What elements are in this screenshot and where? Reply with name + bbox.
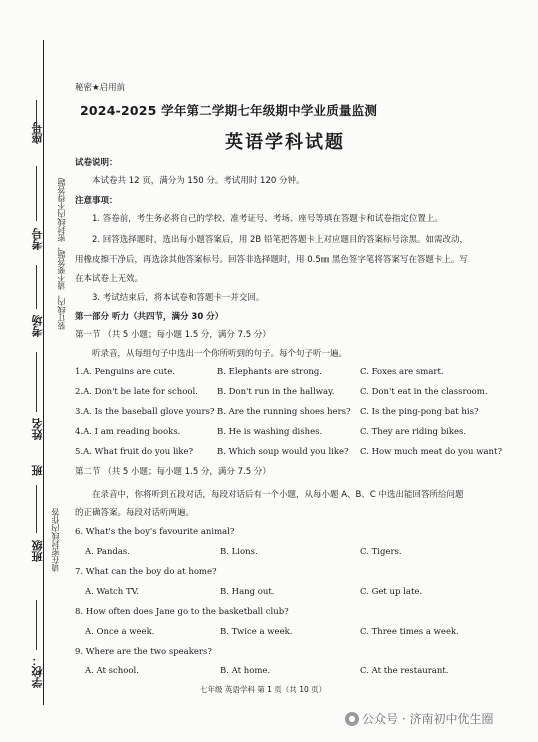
- section1-heading: 第一节 （共 5 小题；每小题 1.5 分，满分 7.5 分）: [75, 330, 271, 340]
- q6-option-a: A. Pandas.: [85, 547, 130, 557]
- notes-label: 注意事项：: [75, 196, 118, 206]
- seal-notice: 装订线内，请不要答题，密封线内不得答题: [57, 178, 66, 330]
- q5-option-b: B. Which soup would you like?: [217, 447, 349, 457]
- seal-marks: 请在密封线内作答: [51, 508, 60, 572]
- q6-option-b: B. Lions.: [220, 547, 258, 557]
- q1-option-b: B. Elephants are strong.: [217, 367, 322, 377]
- q8-option-c: C. Three times a week.: [360, 627, 459, 637]
- seat-no-label: 座号: [31, 122, 44, 144]
- q3: 3.A. Is the baseball glove yours?: [75, 407, 215, 417]
- q7: 7. What can the boy do at home?: [75, 567, 217, 577]
- exam-no-underline: [36, 166, 37, 221]
- q8-option-b: B. Twice a week.: [220, 627, 293, 637]
- instructions-text: 本试卷共 12 页，满分为 150 分。考试用时 120 分钟。: [92, 176, 305, 186]
- exam-room-label: 考场: [31, 315, 44, 337]
- part1-heading: 第一部分 听力（共四节，满分 30 分）: [75, 312, 224, 322]
- secret-label: 秘密★启用前: [75, 83, 126, 93]
- q8-option-a: A. Once a week.: [85, 627, 155, 637]
- note-3: 3. 考试结束后，将本试卷和答题卡一并交回。: [92, 293, 265, 303]
- q8: 8. How often does Jane go to the basketball club?: [75, 607, 289, 617]
- q3-option-b: B. Are the running shoes hers?: [217, 407, 351, 417]
- q2: 2.A. Don't be late for school.: [75, 387, 198, 397]
- q2-option-c: C. Don't eat in the classroom.: [360, 387, 488, 397]
- note-2b: 用橡皮擦干净后，再选涂其他答案标号。回答非选择题时，用 0.5㎜ 黑色签字笔将答案写在答题卡上。写: [75, 255, 468, 265]
- page-footer: 七年级 英语学科 第 1 页（共 10 页）: [200, 685, 327, 694]
- watermark-text: 公众号 · 济南初中优生圈: [362, 712, 494, 726]
- q5: 5.A. What fruit do you like?: [75, 447, 194, 457]
- q7-option-c: C. Get up late.: [360, 587, 423, 597]
- q1: 1.A. Penguins are cute.: [75, 367, 175, 377]
- seat-no-underline: [36, 100, 37, 138]
- q9: 9. Where are the two speakers?: [75, 647, 212, 657]
- subject-title: 英语学科试题: [225, 132, 345, 153]
- exam-title: 2024-2025 学年第二学期七年级期中学业质量监测: [80, 103, 378, 118]
- q9-option-a: A. At school.: [85, 666, 139, 676]
- class-label: 班: [31, 465, 44, 476]
- q6: 6. What's the boy's favourite animal?: [75, 527, 235, 537]
- watermark: [345, 710, 493, 727]
- q4: 4.A. I am reading books.: [75, 427, 181, 437]
- binding-strip: [0, 0, 66, 742]
- note-2a: 2. 回答选择题时，选出每小题答案后，用 2B 铅笔把答题卡上对应题目的答案标号涂黑。如需改动，: [92, 235, 468, 245]
- wechat-icon: ●: [345, 712, 359, 726]
- q7-option-b: B. Hang out.: [220, 587, 275, 597]
- section2-desc-a: 在录音中，你将听到五段对话，每段对话后有一个小题，从每小题 A、B、C 中选出能回答所给问题: [92, 490, 464, 500]
- section2-heading: 第二节 （共 5 小题；每小题 1.5 分，满分 7.5 分）: [75, 467, 271, 477]
- q1-option-c: C. Foxes are smart.: [360, 367, 444, 377]
- note-1: 1. 答卷前，考生务必将自己的学校、准考证号、考场、座号等填在答题卡和试卷指定位置上。: [92, 214, 443, 224]
- q7-option-a: A. Watch TV.: [85, 587, 139, 597]
- school-underline: [36, 600, 37, 650]
- q6-option-c: C. Tigers.: [360, 547, 402, 557]
- q4-option-c: C. They are riding bikes.: [360, 427, 467, 437]
- q9-option-b: B. At home.: [220, 666, 271, 676]
- note-2c: 在本试卷上无效。: [75, 274, 144, 284]
- exam-room-underline: [36, 265, 37, 309]
- exam-no-label: 考号: [31, 228, 44, 250]
- class-label-2: 班级: [31, 540, 44, 562]
- name-label: 姓名: [31, 418, 44, 440]
- section1-desc: 听录音，从每组句子中选出一个你所听到的句子。每个句子听一遍。: [92, 349, 348, 359]
- q9-option-c: C. At the restaurant.: [360, 666, 449, 676]
- section2-desc-b: 的正确答案。每段对话听两遍。: [75, 508, 195, 518]
- school-label: 学校：: [31, 655, 44, 688]
- q3-option-c: C. Is the ping-pong bat his?: [360, 407, 479, 417]
- q4-option-b: B. He is washing dishes.: [217, 427, 323, 437]
- q2-option-b: B. Don't run in the hallway.: [217, 387, 335, 397]
- name-underline: [36, 352, 37, 412]
- class-underline: [36, 485, 37, 533]
- instructions-label: 试卷说明：: [75, 158, 118, 168]
- q5-option-c: C. How much meat do you want?: [360, 447, 503, 457]
